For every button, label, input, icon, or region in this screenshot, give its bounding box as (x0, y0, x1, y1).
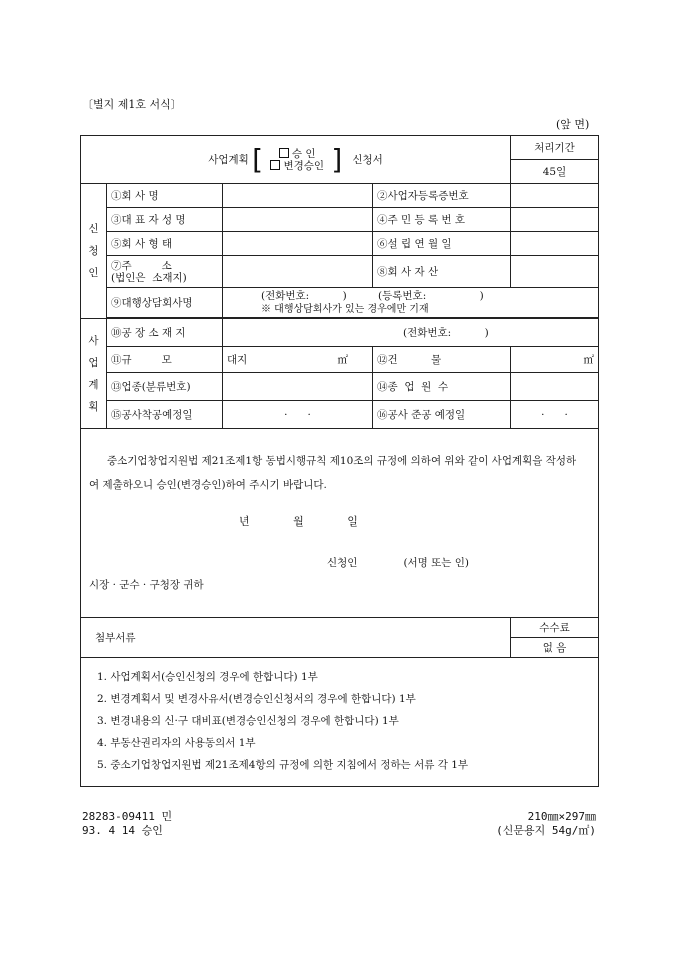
label-representative: ③대 표 자 성 명 (107, 208, 223, 232)
label-building: ⑫건 물 (373, 347, 511, 373)
label-agency: ⑨대행상담회사명 (107, 288, 223, 318)
plan-group-label: 사 업 계 획 (81, 319, 107, 429)
attachments-label: 첨부서류 (81, 618, 511, 658)
checkbox-change-approval[interactable] (270, 160, 280, 170)
label-resident-no: ④주 민 등 록 번 호 (373, 208, 511, 232)
field-completion[interactable]: · · (511, 401, 599, 429)
attachment-item: 2. 변경계획서 및 변경사유서(변경승인신청서의 경우에 한합니다) 1부 (97, 693, 416, 705)
field-address[interactable] (223, 256, 373, 288)
option-approval[interactable]: 승 인 (279, 148, 316, 160)
field-employees[interactable] (511, 373, 599, 401)
field-founded[interactable] (511, 232, 599, 256)
field-assets[interactable] (511, 256, 599, 288)
label-construction-start: ⑮공사착공예정일 (107, 401, 223, 429)
field-resident-no[interactable] (511, 208, 599, 232)
footer-approval: 93. 4 14 승인 (82, 824, 163, 837)
label-company-name: ①회 사 명 (107, 184, 223, 208)
title-prefix: 사업계획 (208, 153, 249, 166)
label-factory-location: ⑩공 장 소 재 지 (107, 319, 223, 347)
field-construction-start[interactable]: · · (223, 401, 373, 429)
bracket-open: [ (252, 142, 264, 176)
attachment-item: 5. 중소기업창업지원법 제21조제4항의 규정에 의한 지침에서 정하는 서류 각 1부 (97, 759, 469, 771)
field-company-type[interactable] (223, 232, 373, 256)
footer-paper: (신문용지 54g/㎡) (496, 824, 596, 837)
processing-period-value: 45일 (511, 160, 599, 184)
label-assets: ⑧회 사 자 산 (373, 256, 511, 288)
page-side-label: (앞 면) (556, 118, 590, 131)
field-representative[interactable] (223, 208, 373, 232)
form-number: 〔별지 제1호 서식〕 (82, 98, 182, 111)
field-agency[interactable]: (전화번호: ) (등록번호: ) ※ 대행상담회사가 있는 경우에만 기재 (223, 288, 599, 318)
field-business-reg-no[interactable] (511, 184, 599, 208)
checkbox-approval[interactable] (279, 148, 289, 158)
field-industry[interactable] (223, 373, 373, 401)
addressee: 시장 · 군수 · 구청장 귀하 (89, 579, 204, 591)
label-scale: ⑪규 모 (107, 347, 223, 373)
label-founded: ⑥설 립 연 월 일 (373, 232, 511, 256)
date-line[interactable]: 년 월 일 (239, 515, 358, 528)
fee-label: 수수료 (511, 618, 599, 638)
application-form-table (80, 135, 599, 787)
label-address: ⑦주 소 (법인은 소재지) (107, 256, 223, 288)
applicant-signature-line[interactable]: 신청인 (서명 또는 인) (327, 557, 470, 569)
label-employees: ⑭종 업 원 수 (373, 373, 511, 401)
label-company-type: ⑤회 사 형 태 (107, 232, 223, 256)
application-statement (81, 429, 599, 618)
field-land[interactable]: 대지 ㎡ (223, 347, 373, 373)
attachment-item: 4. 부동산권리자의 사용동의서 1부 (97, 737, 256, 749)
processing-period-label: 처리기간 (511, 136, 599, 160)
bracket-close: ] (331, 142, 343, 176)
footer-size: 210㎜×297㎜ (527, 810, 596, 823)
attachment-item: 3. 변경내용의 신·구 대비표(변경승인신청의 경우에 한합니다) 1부 (97, 715, 399, 727)
field-building[interactable]: ㎡ (511, 347, 599, 373)
fee-value: 없 음 (511, 638, 599, 658)
label-completion: ⑯공사 준공 예정일 (373, 401, 511, 429)
footer-code: 28283-09411 민 (82, 810, 173, 823)
field-factory-location[interactable]: (전화번호: ) (223, 319, 599, 347)
attachment-item: 1. 사업계획서(승인신청의 경우에 한합니다) 1부 (97, 671, 318, 683)
label-business-reg-no: ②사업자등록증번호 (373, 184, 511, 208)
applicant-group-label: 신 청 인 (81, 184, 107, 319)
title-suffix: 신청서 (352, 153, 383, 166)
form-title (81, 136, 511, 184)
statement-paragraph: 중소기업창업지원법 제21조제1항 동법시행규칙 제10조의 규정에 의하여 위와 같이 사업계획을 작성하여 제출하오니 승인(변경승인)하여 주시기 바랍니다. (89, 455, 577, 491)
field-company-name[interactable] (223, 184, 373, 208)
attachments-list (81, 658, 599, 787)
option-change-approval[interactable]: 변경승인 (270, 160, 324, 172)
label-industry: ⑬업종(분류번호) (107, 373, 223, 401)
